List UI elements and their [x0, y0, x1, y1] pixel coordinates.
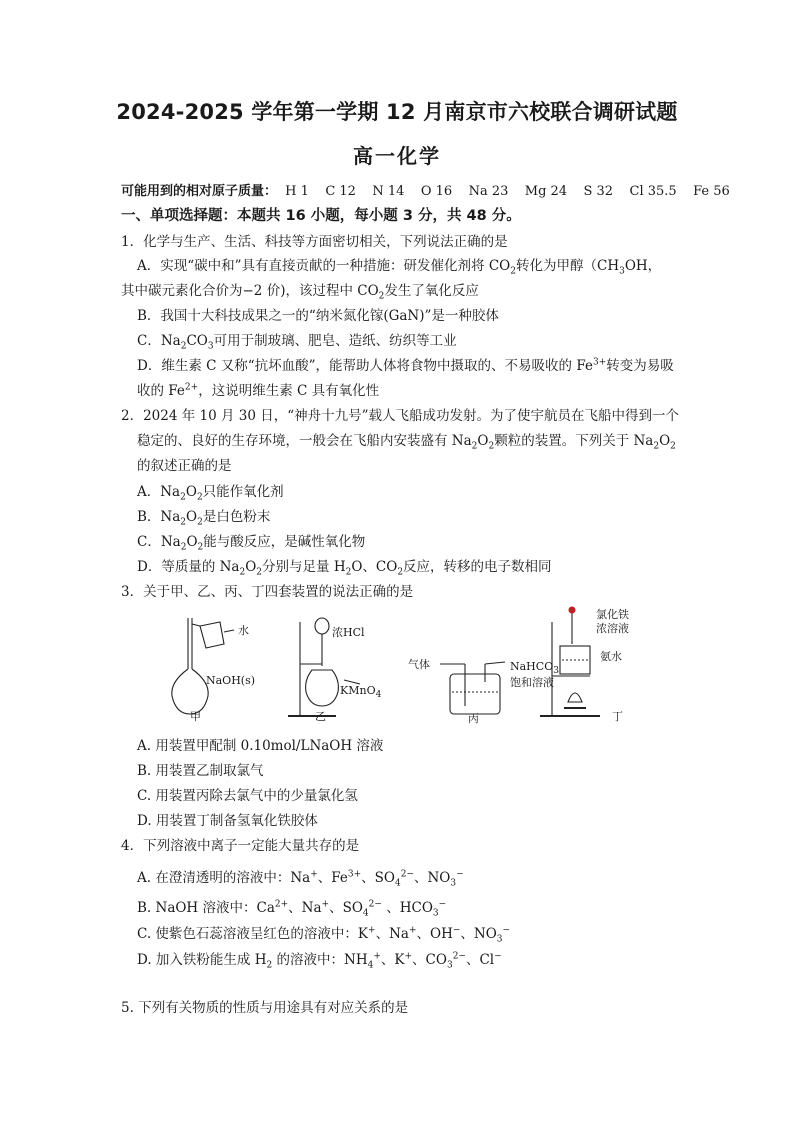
- apparatus-figure: [160, 604, 640, 724]
- page-title: 2024-2025 学年第一学期 12 月南京市六校联合调研试题: [116, 100, 678, 124]
- atomic-mass: Fe 56: [693, 184, 730, 199]
- q3-option-b: B. 用装置乙制取氯气: [137, 763, 264, 779]
- fig-label-naoh: NaOH(s): [206, 674, 256, 687]
- section-heading: 一、单项选择题：本题共 16 小题，每小题 3 分，共 48 分。: [121, 208, 521, 224]
- q2-stem-line3: 的叙述正确的是: [137, 458, 232, 474]
- q1-option-c: C．$Na_2CO_3$可用于制玻璃、肥皂、造纸、纺织等工业: [137, 333, 457, 352]
- q2-stem: 2．2024 年 10 月 30 日，“神舟十九号”载人飞船成功发射。为了使宇航员在飞船中得到一个: [121, 408, 680, 424]
- q2-option-b: B．$Na_2O_2$是白色粉末: [137, 509, 271, 528]
- atomic-mass: Mg 24: [524, 184, 568, 199]
- fig-label-gas: 气体: [408, 658, 430, 671]
- q4-option-b: B. NaOH 溶液中：$Ca^{2+}$、Na+、$SO_4^{2-}$ 、$HCO_3^-$: [137, 899, 447, 919]
- fig-label-kmno4: KMnO$_4$: [340, 684, 382, 701]
- q3-stem: 3．关于甲、乙、丙、丁四套装置的说法正确的是: [121, 584, 414, 600]
- fig-label-nahco3: NaHCO$_3$: [510, 660, 559, 677]
- q2-stem-line2: 稳定的、良好的生存环境，一般会在飞船内安装盛有 $Na_2O_2$颗粒的装置。下列关于 $Na_2O_2$: [137, 433, 676, 452]
- fig-label-yi: 乙: [315, 710, 326, 723]
- atomic-mass: C 12: [325, 184, 356, 199]
- fig-label-ding: 丁: [612, 710, 623, 723]
- q2-option-a: A．$Na_2O_2$只能作氧化剂: [137, 484, 284, 503]
- page-subtitle: 高一化学: [353, 144, 441, 168]
- fig-label-jia: 甲: [190, 710, 201, 723]
- q1-stem: 1．化学与生产、生活、科技等方面密切相关，下列说法正确的是: [121, 234, 508, 250]
- fig-label-water: 水: [238, 624, 249, 637]
- atomic-mass: Na 23: [468, 184, 509, 199]
- q3-option-c: C. 用装置丙除去氯气中的少量氯化氢: [137, 788, 358, 804]
- q1-option-d-cont: 收的 $Fe^{2+}$，这说明维生素 C 具有氧化性: [137, 382, 380, 399]
- q4-option-a: A. 在澄清透明的溶液中：Na+、$Fe^{3+}$、$SO_4^{2-}$、$NO_3^-$: [137, 869, 464, 889]
- q3-option-a: A. 用装置甲配制 0.10mol/LNaOH 溶液: [137, 738, 384, 754]
- q1-option-a-cont: 其中碳元素化合价为−2 价)，该过程中 $CO_2$发生了氧化反应: [121, 283, 479, 302]
- fig-label-hcl: 浓HCl: [332, 626, 365, 639]
- fig-label-fecl3-line2: 浓溶液: [596, 622, 629, 635]
- q2-option-d: D．等质量的 $Na_2O_2$分别与足量 $H_2O$、$CO_2$反应，转移的电子数相同: [137, 559, 552, 578]
- atomic-mass: O 16: [420, 184, 453, 199]
- fig-label-bing: 丙: [468, 712, 479, 725]
- q2-option-c: C．$Na_2O_2$能与酸反应，是碱性氧化物: [137, 534, 366, 553]
- atomic-masses: [121, 180, 730, 199]
- q1-option-d: D．维生素 C 又称“抗坏血酸”，能帮助人体将食物中摄取的、不易吸收的 $Fe^{3+}$转变为易吸: [137, 357, 674, 374]
- apparatus-diagram: [160, 604, 640, 724]
- q4-option-d: D. 加入铁粉能生成 $H_2$ 的溶液中：$NH_4^+$、K+、$CO_3^{2-}$、Cl−: [137, 951, 502, 971]
- atomic-masses-label: 可能用到的相对原子质量：: [121, 184, 278, 199]
- fig-label-ammonia: 氨水: [600, 650, 622, 663]
- fig-label-saturated: 饱和溶液: [510, 676, 554, 689]
- atomic-mass: N 14: [372, 184, 405, 199]
- q4-option-c: C. 使紫色石蕊溶液呈红色的溶液中：K+、Na+、OH−、$NO_3^-$: [137, 925, 511, 945]
- q4-stem: 4．下列溶液中离子一定能大量共存的是: [121, 838, 360, 854]
- atomic-mass: Cl 35.5: [629, 184, 677, 199]
- atomic-mass: H 1: [285, 184, 309, 199]
- q3-option-d: D. 用装置丁制备氢氧化铁胶体: [137, 813, 318, 829]
- q5-stem: 5. 下列有关物质的性质与用途具有对应关系的是: [121, 1000, 409, 1016]
- atomic-mass: S 32: [583, 184, 614, 199]
- q1-option-a: A．实现“碳中和”具有直接贡献的一种措施：研发催化剂将 $CO_2$转化为甲醇（$CH_3OH$，: [137, 258, 662, 277]
- fig-label-fecl3-line1: 氯化铁: [596, 608, 629, 621]
- q1-option-b: B．我国十大科技成果之一的“纳米氮化镓(GaN)”是一种胶体: [137, 308, 499, 324]
